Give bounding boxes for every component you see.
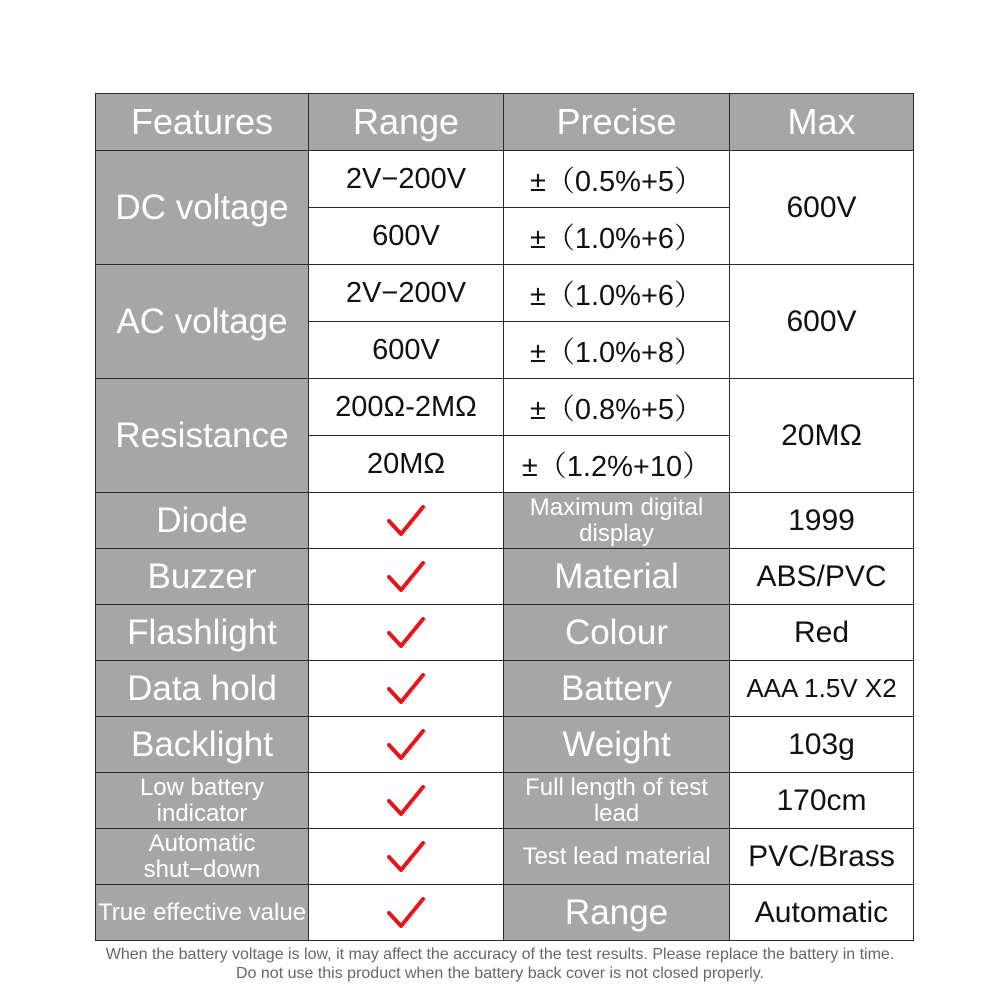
red-checkmark-icon: [386, 896, 426, 930]
value-range: Automatic: [730, 885, 914, 941]
res-precise-2: ±（1.2%+10）: [504, 436, 730, 493]
ac-range-2: 600V: [309, 322, 504, 379]
res-range-2: 20MΩ: [309, 436, 504, 493]
red-checkmark-icon: [386, 840, 426, 874]
ac-max: 600V: [730, 265, 914, 379]
feature-flashlight: Flashlight: [96, 605, 309, 661]
red-checkmark-icon: [386, 504, 426, 538]
buzzer-check: [309, 549, 504, 605]
feature-diode: Diode: [96, 493, 309, 549]
dc-voltage-label: DC voltage: [96, 151, 309, 265]
feature-backlight: Backlight: [96, 717, 309, 773]
true-rms-check: [309, 885, 504, 941]
spec-colour: Colour: [504, 605, 730, 661]
low-battery-check: [309, 773, 504, 829]
footnote-line-1: When the battery voltage is low, it may affect the accuracy of the test results. Please replace the battery in time.: [105, 946, 895, 963]
auto-shutdown-check: [309, 829, 504, 885]
spec-max-digital-display: Maximum digital display: [504, 493, 730, 549]
header-precise: Precise: [504, 94, 730, 151]
dc-precise-1: ±（0.5%+5）: [504, 151, 730, 208]
footnote-line-2: Do not use this product when the battery back cover is not closed properly.: [236, 965, 764, 982]
spec-test-lead-length: Full length of test lead: [504, 773, 730, 829]
red-checkmark-icon: [386, 672, 426, 706]
dc-range-1: 2V−200V: [309, 151, 504, 208]
value-1999: 1999: [730, 493, 914, 549]
value-battery: AAA 1.5V X2: [730, 661, 914, 717]
red-checkmark-icon: [386, 784, 426, 818]
feature-true-effective-value: True effective value: [96, 885, 309, 941]
header-max: Max: [730, 94, 914, 151]
spec-range: Range: [504, 885, 730, 941]
res-precise-1: ±（0.8%+5）: [504, 379, 730, 436]
value-test-lead-material: PVC/Brass: [730, 829, 914, 885]
spec-test-lead-material: Test lead material: [504, 829, 730, 885]
feature-buzzer: Buzzer: [96, 549, 309, 605]
resistance-label: Resistance: [96, 379, 309, 493]
ac-precise-1: ±（1.0%+6）: [504, 265, 730, 322]
spec-material: Material: [504, 549, 730, 605]
red-checkmark-icon: [386, 616, 426, 650]
data-hold-check: [309, 661, 504, 717]
feature-low-battery-indicator: Low battery indicator: [96, 773, 309, 829]
header-range: Range: [309, 94, 504, 151]
battery-footnote: [0, 945, 1000, 983]
value-colour: Red: [730, 605, 914, 661]
dc-range-2: 600V: [309, 208, 504, 265]
res-max: 20MΩ: [730, 379, 914, 493]
backlight-check: [309, 717, 504, 773]
ac-precise-2: ±（1.0%+8）: [504, 322, 730, 379]
red-checkmark-icon: [386, 728, 426, 762]
specifications-table: [95, 93, 914, 941]
header-features: Features: [96, 94, 309, 151]
ac-voltage-label: AC voltage: [96, 265, 309, 379]
ac-range-1: 2V−200V: [309, 265, 504, 322]
flashlight-check: [309, 605, 504, 661]
value-material: ABS/PVC: [730, 549, 914, 605]
dc-precise-2: ±（1.0%+6）: [504, 208, 730, 265]
spec-weight: Weight: [504, 717, 730, 773]
value-weight: 103g: [730, 717, 914, 773]
res-range-1: 200Ω-2MΩ: [309, 379, 504, 436]
spec-battery: Battery: [504, 661, 730, 717]
value-test-lead-length: 170cm: [730, 773, 914, 829]
dc-max: 600V: [730, 151, 914, 265]
feature-automatic-shutdown: Automatic shut−down: [96, 829, 309, 885]
red-checkmark-icon: [386, 560, 426, 594]
diode-check: [309, 493, 504, 549]
feature-data-hold: Data hold: [96, 661, 309, 717]
